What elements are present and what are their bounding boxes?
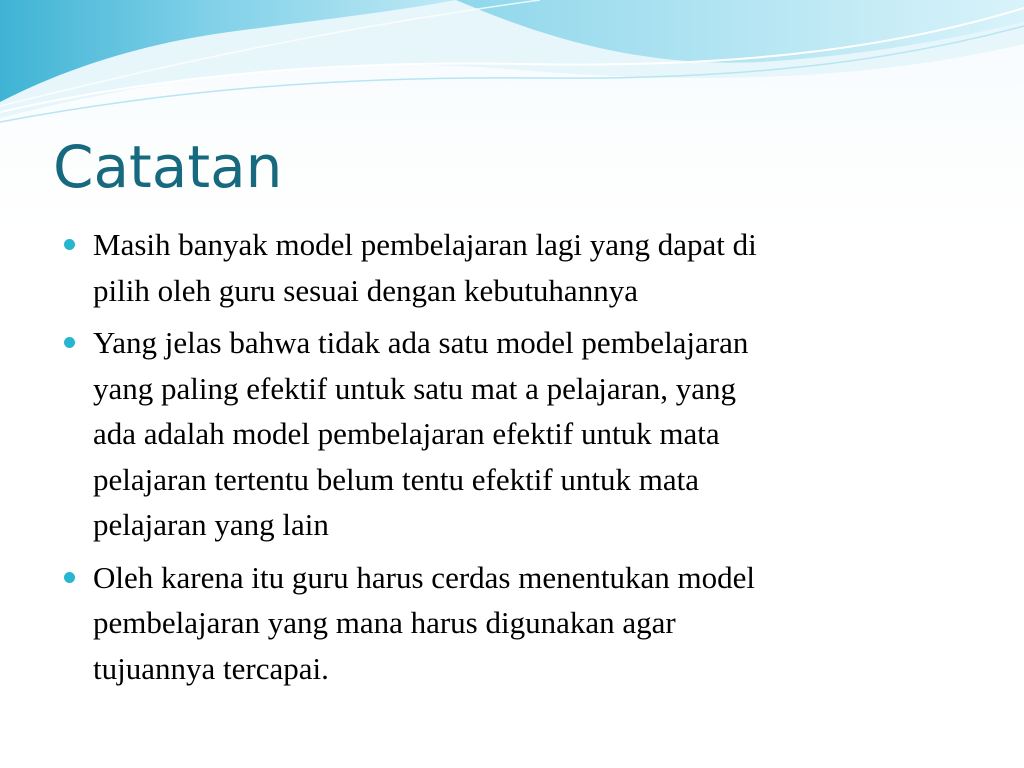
slide-title: Catatan [53,133,283,201]
bullet-text: Yang jelas bahwa tidak ada satu model pembelajaran yang paling efektif untuk satu mat a pelajaran, yang ada adalah model pembelajaran efektif untuk mata pelajaran tertentu belum tentu efektif untuk mata pelajaran yang lain [93,325,749,542]
decorative-wave-header [0,0,1024,130]
bullet-text: Oleh karena itu guru harus cerdas menentukan model pembelajaran yang mana harus digunakan agar tujuannya tercapai. [93,559,755,686]
bullet-item-3 [62,555,972,692]
bullet-list [62,222,972,698]
bullet-dot-icon [64,572,75,583]
bullet-item-2 [62,320,972,548]
bullet-item-1 [62,222,972,313]
bullet-text: Masih banyak model pembelajaran lagi yang dapat di pilih oleh guru sesuai dengan kebutuhannya [93,227,757,308]
bullet-dot-icon [64,337,75,348]
bullet-dot-icon [64,239,75,250]
